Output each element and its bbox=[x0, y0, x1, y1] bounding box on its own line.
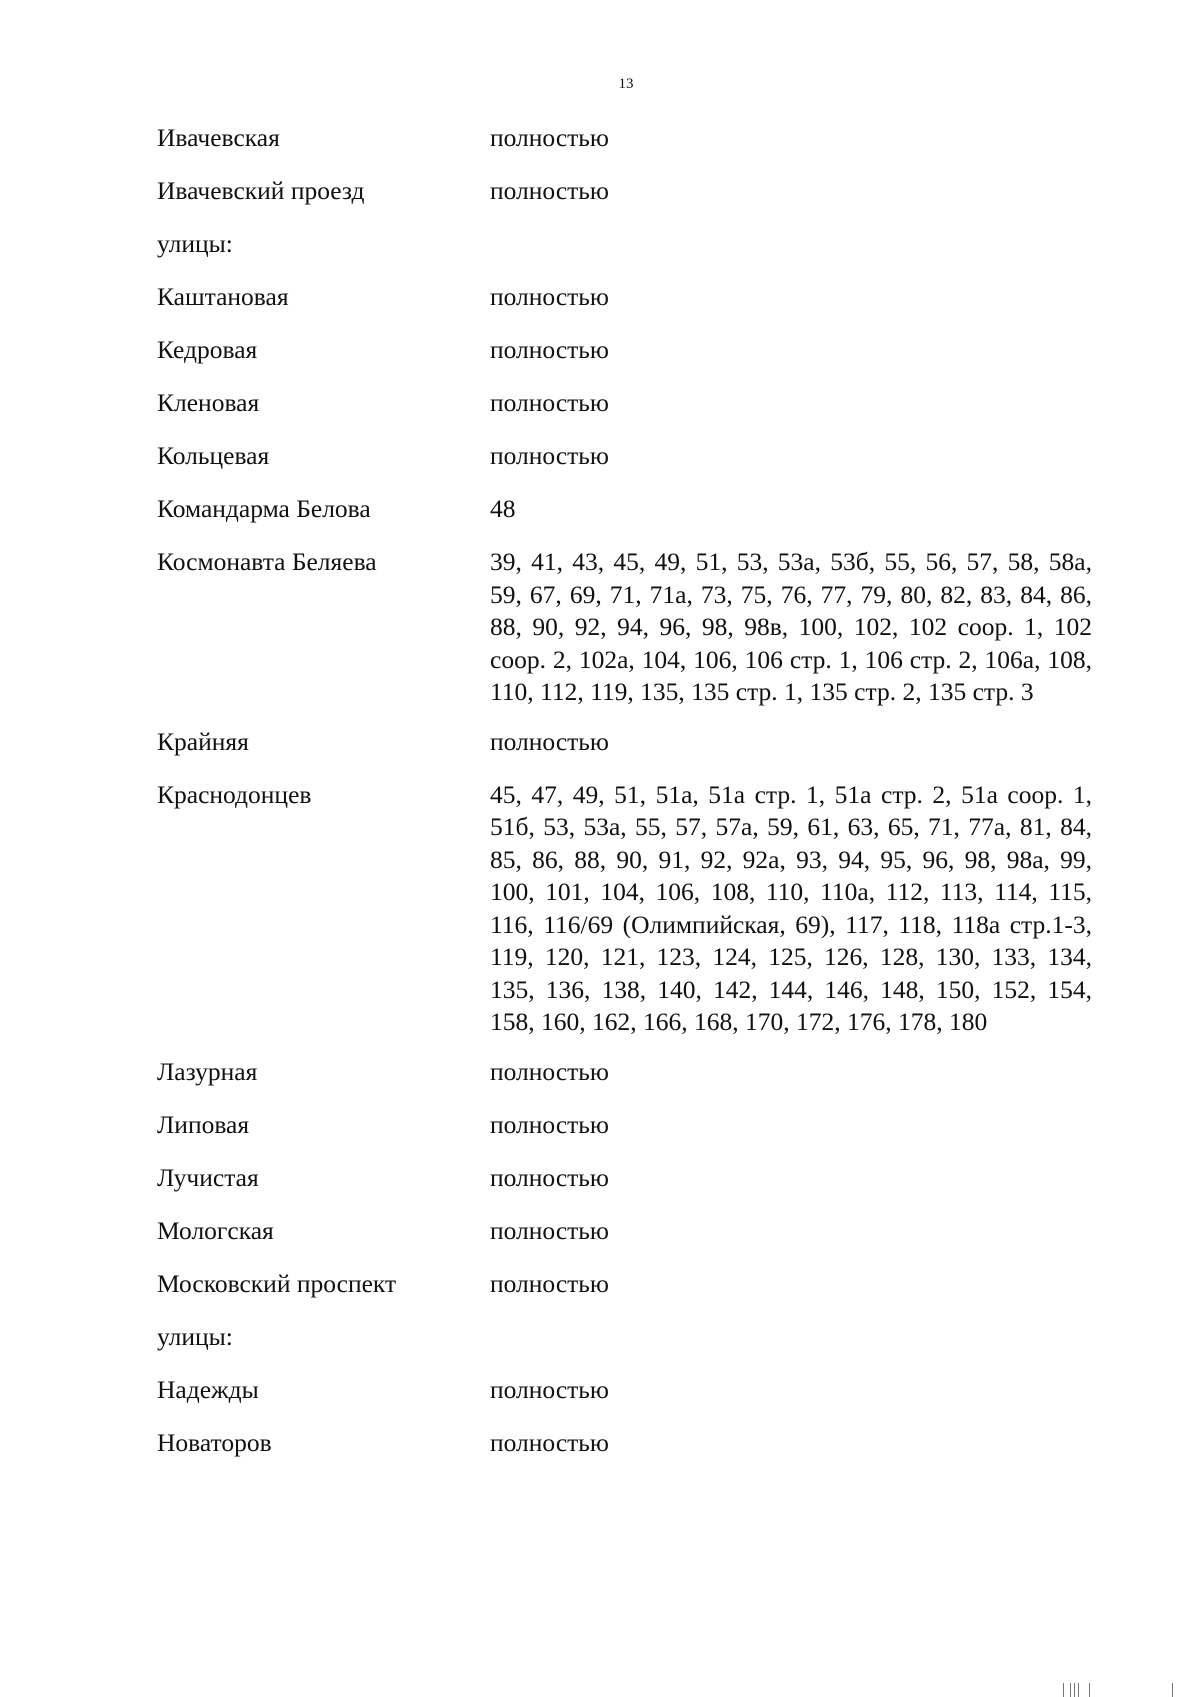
street-row bbox=[157, 1374, 1092, 1407]
section-label: улицы: bbox=[157, 229, 233, 258]
house-numbers: полностью bbox=[490, 441, 609, 470]
street-name: Мологская bbox=[157, 1215, 274, 1245]
street-name: Надежды bbox=[157, 1374, 259, 1404]
house-numbers: полностью bbox=[490, 1162, 609, 1192]
scan-artifact bbox=[1063, 1683, 1064, 1697]
street-name: Кедровая bbox=[157, 335, 258, 364]
house-numbers: полностью bbox=[490, 388, 609, 417]
street-row bbox=[157, 1109, 1092, 1142]
house-numbers: полностью bbox=[490, 1215, 609, 1245]
street-row bbox=[157, 1162, 1092, 1195]
street-name: Крайняя bbox=[157, 726, 249, 756]
scan-artifact bbox=[1078, 1683, 1079, 1697]
street-row bbox=[157, 1268, 1092, 1301]
house-numbers: полностью bbox=[490, 1109, 609, 1139]
house-numbers: полностью bbox=[490, 1268, 609, 1298]
street-row bbox=[157, 281, 1092, 314]
street-row bbox=[157, 1215, 1092, 1248]
street-row bbox=[157, 440, 1092, 473]
house-numbers: полностью bbox=[490, 1427, 609, 1457]
street-row bbox=[157, 546, 1092, 709]
section-label: улицы: bbox=[157, 1321, 233, 1351]
street-name: Краснодонцев bbox=[157, 779, 312, 809]
house-numbers: полностью bbox=[490, 176, 609, 205]
scan-artifact bbox=[1172, 1683, 1173, 1697]
street-name: Космонавта Беляева bbox=[157, 547, 377, 576]
house-numbers: полностью bbox=[490, 1056, 609, 1086]
house-numbers: 48 bbox=[490, 494, 516, 523]
street-name: Кленовая bbox=[157, 388, 260, 417]
house-numbers: полностью bbox=[490, 726, 609, 756]
street-name: Лучистая bbox=[157, 1162, 259, 1192]
street-name: Каштановая bbox=[157, 282, 289, 311]
street-row bbox=[157, 334, 1092, 367]
street-row bbox=[157, 726, 1092, 759]
scan-artifact bbox=[1070, 1683, 1071, 1697]
street-row bbox=[157, 387, 1092, 420]
house-numbers: полностью bbox=[490, 282, 609, 311]
street-name: Липовая bbox=[157, 1109, 250, 1139]
street-row bbox=[157, 779, 1092, 1039]
house-numbers: полностью bbox=[490, 1374, 609, 1404]
house-numbers: 39, 41, 43, 45, 49, 51, 53, 53а, 53б, 55, 56, 57, 58, 58а, 59, 67, 69, 71, 71а, 73, 75, 76, 77, 79, 80, 82, 83, 84, 86, 88, 90, 92, 94, 96, 98, 98в, 100, 102, 102 соор. 1, 102 соор. 2, 102а, 104, 106, 106 стр. 1, 106 стр. 2, 106а, 108, 110, 112, 119, 135, 135 стр. 1, 135 стр. 2, 135 стр. 3 bbox=[490, 547, 1092, 706]
street-row bbox=[157, 1056, 1092, 1089]
street-row bbox=[157, 122, 1092, 155]
house-numbers: полностью bbox=[490, 123, 609, 152]
street-name: Московский проспект bbox=[157, 1268, 397, 1298]
street-name: Ивачевская bbox=[157, 123, 280, 152]
street-name: Командарма Белова bbox=[157, 494, 371, 523]
scan-artifact bbox=[1089, 1683, 1090, 1697]
street-name: Кольцевая bbox=[157, 441, 270, 470]
page-number: 13 bbox=[618, 76, 634, 92]
street-name: Ивачевский проезд bbox=[157, 176, 365, 205]
street-name: Лазурная bbox=[157, 1056, 258, 1086]
scan-artifact bbox=[1074, 1683, 1075, 1697]
street-row bbox=[157, 1427, 1092, 1460]
street-list bbox=[157, 122, 1092, 1480]
street-row bbox=[157, 175, 1092, 208]
street-name: Новаторов bbox=[157, 1427, 272, 1457]
house-numbers: 45, 47, 49, 51, 51а, 51а стр. 1, 51а стр. 2, 51а соор. 1, 51б, 53, 53а, 55, 57, 57а, 59, 61, 63, 65, 71, 77а, 81, 84, 85, 86, 88, 90, 91, 92, 92а, 93, 94, 95, 96, 98, 98а, 99, 100, 101, 104, 106, 108, 110, 110а, 112, 113, 114, 115, 116, 116/69 (Олимпийская, 69), 117, 118, 118а стр.1-3, 119, 120, 121, 123, 124, 125, 126, 128, 130, 133, 134, 135, 136, 138, 140, 142, 144, 146, 148, 150, 152, 154, 158, 160, 162, 166, 168, 170, 172, 176, 178, 180 bbox=[490, 779, 1092, 1036]
house-numbers: полностью bbox=[490, 335, 609, 364]
street-row bbox=[157, 493, 1092, 526]
